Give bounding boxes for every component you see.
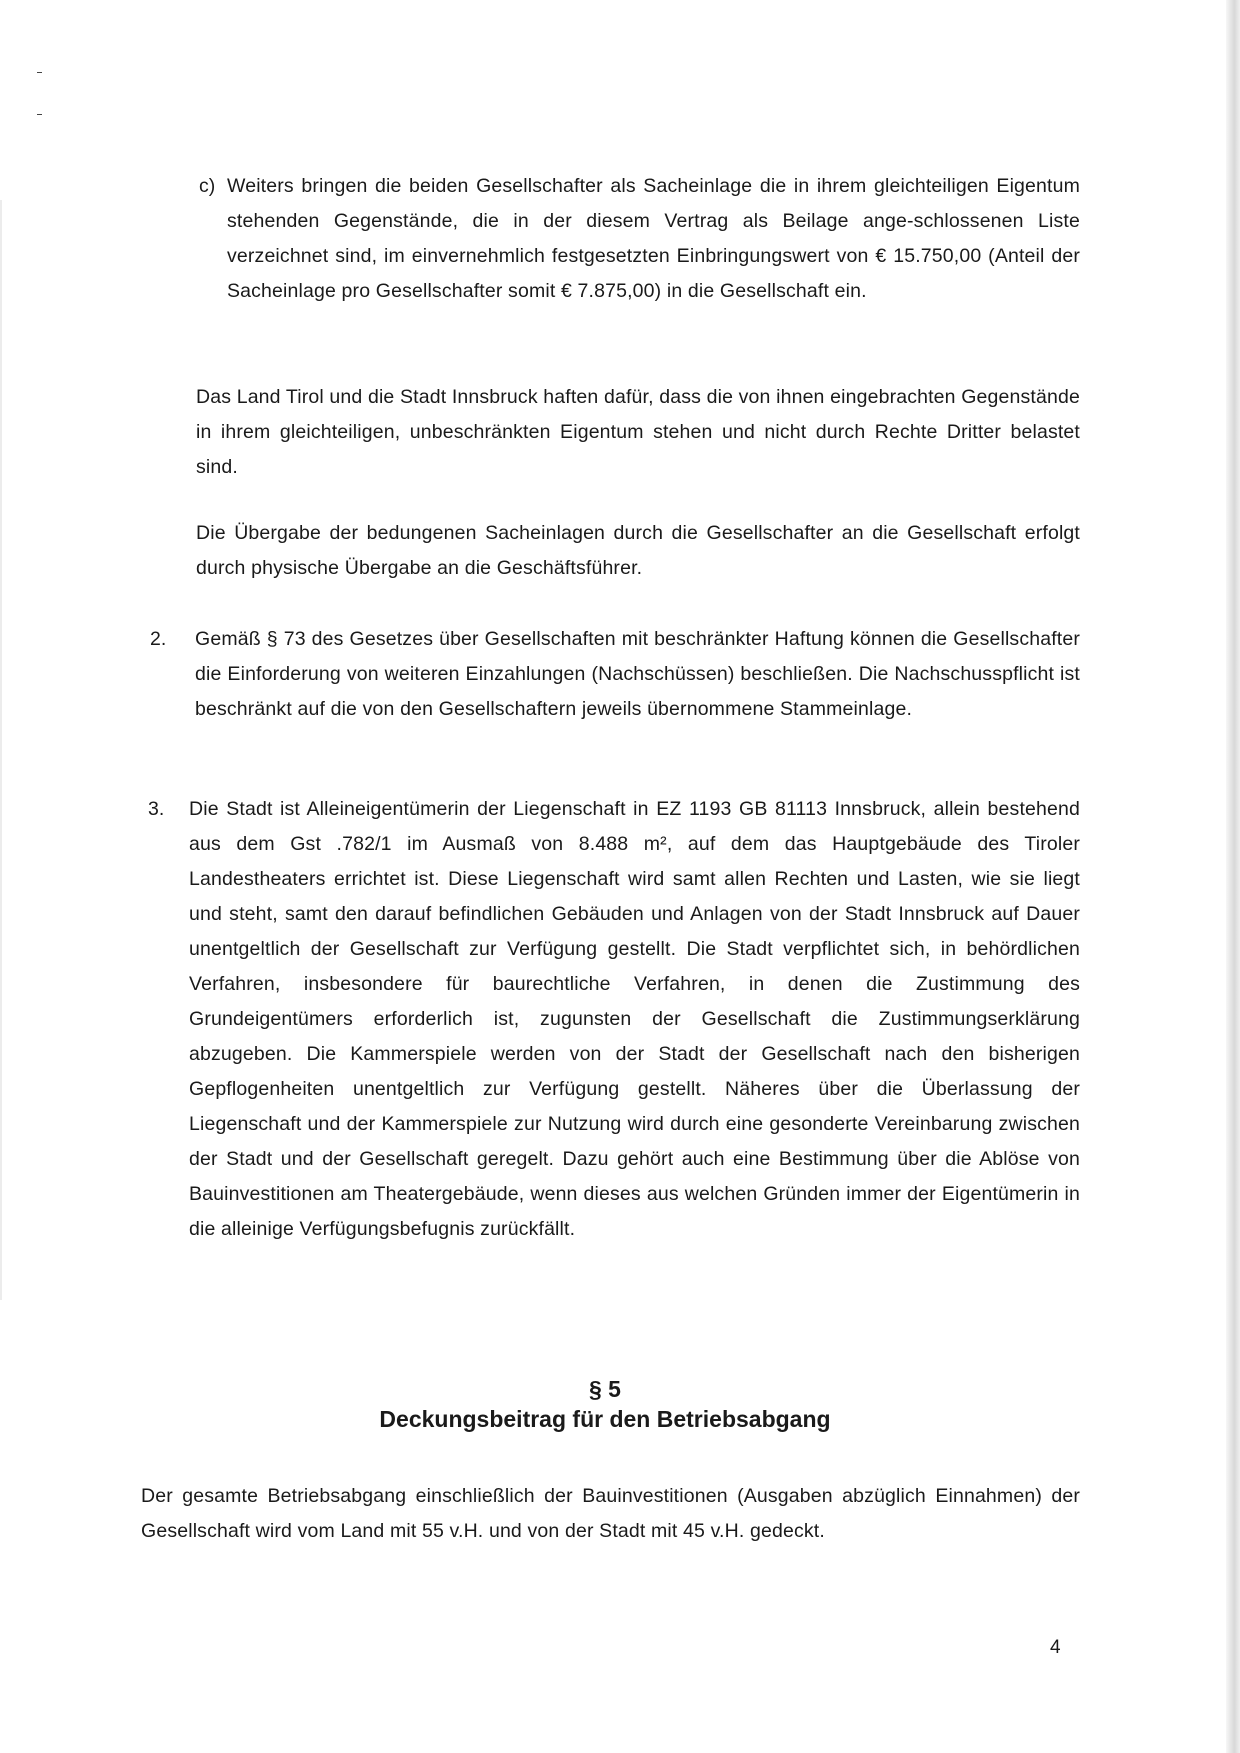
item-c-label: c)	[199, 175, 216, 197]
item-2-text: Gemäß § 73 des Gesetzes über Gesellschaften mit beschränkter Haftung können die Gesellschafter die Einforderung von weiteren Einzahlungen (Nachschüssen) beschließen. Die Nachschusspflicht ist beschränkt auf die von den Gesellschaftern jeweils übernommene Stammeinlage.	[195, 628, 1080, 720]
scan-edge-right	[1226, 0, 1240, 1753]
item-2-number: 2.	[150, 628, 167, 650]
scan-edge-left	[0, 200, 2, 1300]
scan-mark	[37, 72, 42, 73]
section-title: Deckungsbeitrag für den Betriebsabgang	[379, 1406, 831, 1432]
section-number: § 5	[589, 1376, 621, 1402]
item-3-number: 3.	[148, 798, 165, 820]
paragraph-liability: Das Land Tirol und die Stadt Innsbruck haften dafür, dass die von ihnen eingebrachten Gegenstände in ihrem gleichteiligen, unbeschränkten Eigentum stehen und nicht durch Rechte Dritter belastet sind.	[196, 386, 1080, 478]
paragraph-coverage: Der gesamte Betriebsabgang einschließlich der Bauinvestitionen (Ausgaben abzüglich Einnahmen) der Gesellschaft wird vom Land mit 55 v.H. und von der Stadt mit 45 v.H. gedeckt.	[141, 1485, 1080, 1542]
item-c-text: Weiters bringen die beiden Gesellschafter als Sacheinlage die in ihrem gleichteiligen Eigentum stehenden Gegenstände, die in der diesem Vertrag als Beilage ange-schlossenen Liste verzeichnet sind, im einvernehmlich festgesetzten Einbringungswert von € 15.750,00 (Anteil der Sacheinlage pro Gesellschafter somit € 7.875,00) in die Gesellschaft ein.	[227, 175, 1080, 302]
item-3-text: Die Stadt ist Alleineigentümerin der Liegenschaft in EZ 1193 GB 81113 Innsbruck, allein bestehend aus dem Gst .782/1 im Ausmaß von 8.488 m², auf dem das Hauptgebäude des Tiroler Landestheaters errichtet ist. Diese Liegenschaft wird samt allen Rechten und Lasten, wie sie liegt und steht, samt den darauf befindlichen Gebäuden und Anlagen von der Stadt Innsbruck auf Dauer unentgeltlich der Gesellschaft zur Verfügung gestellt. Die Stadt verpflichtet sich, in behördlichen Verfahren, insbesondere für baurechtliche Verfahren, in denen die Zustimmung des Grundeigentümers erforderlich ist, zugunsten der Gesellschaft die Zustimmungserklärung abzugeben. Die Kammerspiele werden von der Stadt der Gesellschaft nach den bisherigen Gepflogenheiten unentgeltlich zur Verfügung gestellt. Näheres über die Überlassung der Liegenschaft und der Kammerspiele zur Nutzung wird durch eine gesonderte Vereinbarung zwischen der Stadt und der Gesellschaft geregelt. Dazu gehört auch eine Bestimmung über die Ablöse von Bauinvestitionen am Theatergebäude, wenn dieses aus welchen Gründen immer der Eigentümerin in die alleinige Verfügungsbefugnis zurückfällt.	[189, 798, 1080, 1240]
page-number: 4	[1050, 1637, 1061, 1658]
paragraph-handover: Die Übergabe der bedungenen Sacheinlagen durch die Gesellschafter an die Gesellschaft erfolgt durch physische Übergabe an die Geschäftsführer.	[196, 522, 1080, 579]
scan-mark	[37, 114, 42, 115]
